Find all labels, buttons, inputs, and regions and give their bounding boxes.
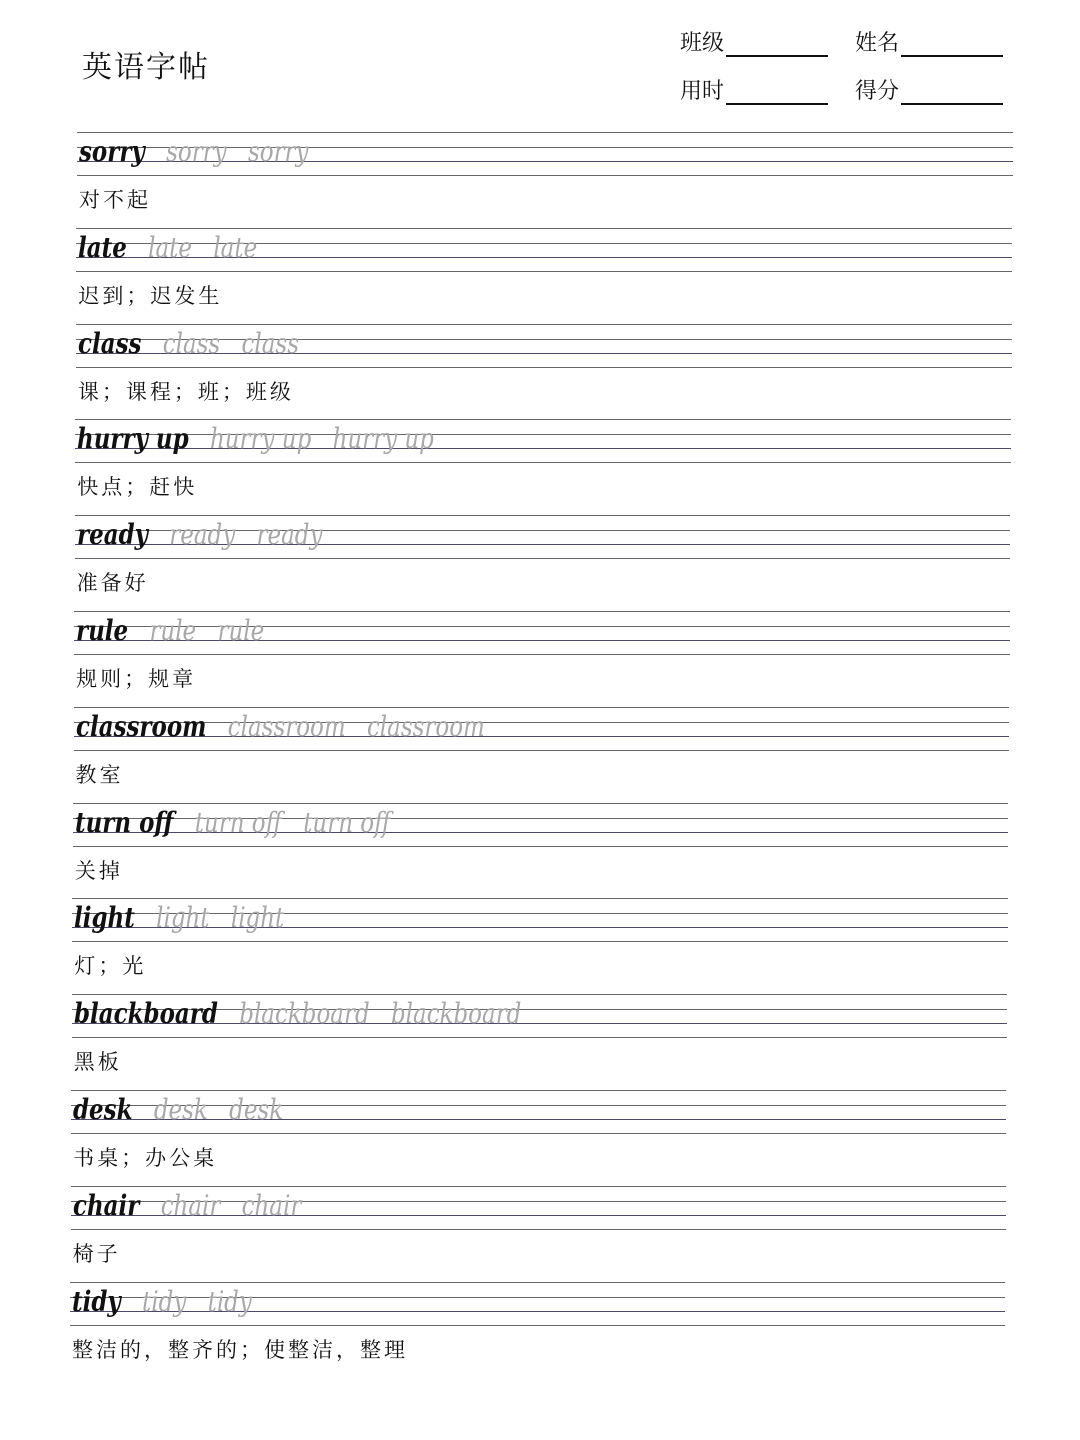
word-trace: tidy [207,1284,252,1318]
practice-entry [75,419,1011,513]
ruling-line [73,803,1008,804]
ruling-line [76,228,1012,229]
score-label: 得分 [855,79,900,104]
ruling-line [72,941,1007,942]
word-model: sorry [79,135,145,168]
score-field[interactable] [855,74,1003,105]
ruling-line [76,271,1012,272]
class-field[interactable] [680,26,828,57]
word-meaning: 椅子 [72,1241,121,1266]
word-meaning: 整洁的，整齐的；使整洁，整理 [72,1337,408,1362]
word-trace: light [231,901,285,935]
ruling-line [74,654,1010,655]
word-meaning: 黑板 [73,1050,122,1075]
score-blank[interactable] [901,83,1003,105]
word-trace: blackboard [390,997,522,1031]
ruling-line [74,707,1010,708]
word-trace: turn off [303,805,391,839]
word-model: chair [72,1188,139,1222]
ruling-line [72,1037,1007,1038]
word-meaning: 课；课程；班；班级 [77,379,294,404]
name-label: 姓名 [855,31,900,56]
word-row [77,326,299,360]
word-meaning: 关掉 [74,858,123,883]
word-model: late [78,230,128,264]
word-trace: class [162,326,221,360]
practice-entry [72,898,1007,992]
word-meaning: 快点；赶快 [77,475,198,500]
practice-entry [77,132,1013,226]
practice-entry [74,707,1010,801]
ruling-line [75,462,1011,463]
word-model: turn off [74,805,174,839]
word-model: light [74,901,136,935]
word-trace: late [148,230,193,264]
word-trace: sorry [247,135,309,168]
ruling-line [71,1090,1006,1091]
word-meaning: 迟到；迟发生 [78,283,223,308]
practice-entry [74,611,1010,705]
word-model: blackboard [73,997,218,1031]
word-meaning: 对不起 [79,188,151,212]
word-model: class [77,326,142,360]
ruling-line [77,175,1013,176]
class-label: 班级 [680,31,725,56]
word-meaning: 教室 [75,762,124,787]
word-trace: turn off [194,805,282,839]
ruling-line [70,1325,1005,1326]
practice-entry [71,1186,1006,1280]
time-blank[interactable] [726,83,828,105]
ruling-line [75,558,1011,559]
time-label: 用时 [680,79,725,104]
ruling-line [71,1186,1006,1187]
word-trace: desk [229,1093,284,1126]
word-meaning: 准备好 [76,571,149,596]
word-trace: ready [256,518,323,552]
practice-entry [75,515,1011,609]
ruling-line [72,994,1007,995]
word-trace: class [241,326,299,360]
word-model: desk [73,1093,133,1126]
word-model: ready [76,518,148,552]
word-row [77,424,434,454]
word-trace: blackboard [239,997,370,1031]
word-model: hurry up [77,422,189,456]
word-row [74,903,284,933]
ruling-line [73,846,1008,847]
word-trace: hurry up [332,422,435,456]
ruling-line [75,419,1011,420]
word-trace: tidy [142,1284,187,1318]
word-meaning: 书桌；办公桌 [73,1146,218,1170]
ruling-line [71,1133,1006,1134]
word-model: classroom [75,709,206,743]
ruling-line [75,515,1011,516]
word-row [76,616,264,646]
ruling-line [76,367,1012,368]
word-trace: sorry [166,135,227,168]
ruling-line [74,750,1010,751]
word-row [74,999,521,1029]
word-model: rule [76,614,129,647]
practice-entry [76,324,1012,418]
word-trace: rule [149,614,197,647]
ruling-line [76,324,1012,325]
practice-entry [76,228,1012,322]
time-field[interactable] [680,74,828,105]
ruling-line [72,898,1007,899]
word-model: tidy [72,1284,121,1318]
word-row [77,520,322,550]
practice-entry [70,1282,1005,1376]
word-row [74,805,391,839]
word-row [79,137,308,167]
name-blank[interactable] [901,35,1003,57]
word-meaning: 规则；规章 [76,667,197,691]
word-row [73,1095,283,1125]
word-trace: desk [153,1093,208,1126]
word-meaning: 灯；光 [74,954,147,979]
word-row [75,709,485,743]
worksheet-title: 英语字帖 [82,50,210,85]
class-blank[interactable] [726,35,828,57]
ruling-line [71,1229,1006,1230]
word-trace: chair [241,1188,301,1222]
name-field[interactable] [855,26,1003,57]
ruling-line [77,132,1013,133]
word-trace: light [156,901,210,935]
word-trace: rule [217,614,265,647]
word-row [72,1188,301,1222]
word-trace: chair [160,1188,220,1222]
practice-entry [72,994,1007,1088]
word-trace: classroom [366,709,485,743]
word-row [72,1284,252,1318]
word-trace: late [213,230,258,264]
ruling-line [74,611,1010,612]
ruling-line [70,1282,1005,1283]
word-trace: classroom [227,709,346,743]
practice-entry [73,803,1008,897]
word-row [78,230,258,264]
word-trace: hurry up [210,422,312,456]
practice-entry [71,1090,1006,1184]
word-trace: ready [168,518,235,552]
